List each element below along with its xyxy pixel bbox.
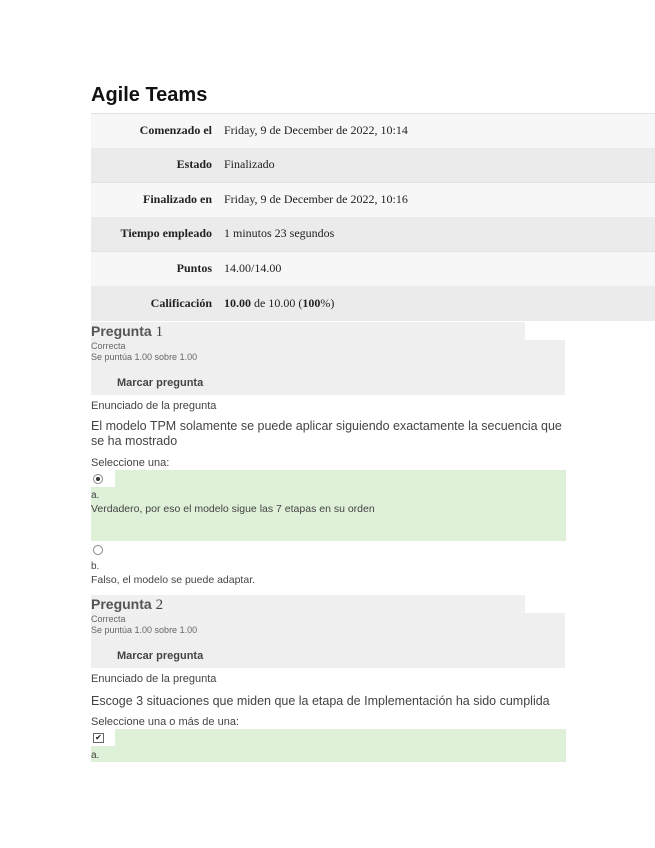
question-number: 2 bbox=[155, 597, 164, 613]
question-1-heading bbox=[91, 322, 525, 340]
summary-value: Friday, 9 de December de 2022, 10:16 bbox=[218, 183, 655, 217]
flag-question-button[interactable]: Marcar pregunta bbox=[117, 650, 204, 662]
summary-row bbox=[91, 114, 655, 148]
option-a-radio[interactable] bbox=[93, 474, 103, 484]
grade-value: 10.00 bbox=[224, 295, 251, 310]
grade-percent-end: %) bbox=[320, 295, 335, 310]
summary-value: Finalizado bbox=[224, 157, 275, 172]
radio-selected-dot bbox=[96, 477, 100, 481]
attempt-summary-table bbox=[91, 113, 655, 321]
question-2-option-a bbox=[91, 729, 566, 762]
question-points: Se puntúa 1.00 sobre 1.00 bbox=[91, 625, 198, 635]
summary-row bbox=[91, 252, 655, 286]
summary-value: 14.00/14.00 bbox=[218, 252, 655, 286]
summary-row bbox=[91, 183, 655, 217]
option-a-letter: a. bbox=[91, 490, 100, 501]
summary-label: Estado bbox=[176, 157, 212, 172]
question-2-prompt: Seleccione una o más de una: bbox=[91, 716, 239, 728]
option-b-letter: b. bbox=[91, 561, 100, 572]
question-2-heading bbox=[91, 595, 525, 613]
question-2-info bbox=[91, 613, 565, 668]
summary-label: Tiempo empleado bbox=[120, 226, 212, 241]
summary-label: Finalizado en bbox=[91, 183, 218, 217]
summary-row bbox=[91, 286, 655, 321]
q2-option-a-letter: a. bbox=[91, 750, 100, 761]
option-b-radio[interactable] bbox=[93, 545, 103, 555]
question-state: Correcta bbox=[91, 341, 126, 351]
question-1-info bbox=[91, 340, 565, 395]
summary-label: Calificación bbox=[150, 295, 212, 310]
summary-value: Friday, 9 de December de 2022, 10:14 bbox=[218, 114, 655, 148]
summary-row bbox=[91, 148, 655, 183]
question-2-text: Escoge 3 situaciones que miden que la etapa de Implementación ha sido cumplida bbox=[91, 694, 550, 708]
summary-label: Comenzado el bbox=[91, 114, 218, 148]
question-1-enunciado: Enunciado de la pregunta bbox=[91, 400, 217, 412]
question-number: 1 bbox=[155, 324, 164, 340]
option-a-text: Verdadero, por eso el modelo sigue las 7 etapas en su orden bbox=[91, 503, 375, 515]
question-points: Se puntúa 1.00 sobre 1.00 bbox=[91, 352, 198, 362]
question-2-enunciado: Enunciado de la pregunta bbox=[91, 673, 217, 685]
summary-value: 1 minutos 23 segundos bbox=[224, 226, 335, 241]
question-1-prompt: Seleccione una: bbox=[91, 457, 170, 469]
question-state: Correcta bbox=[91, 614, 126, 624]
question-1-text: El modelo TPM solamente se puede aplicar siguiendo exactamente la secuencia que se ha mostrado bbox=[91, 419, 562, 448]
option-b-text: Falso, el modelo se puede adaptar. bbox=[91, 574, 256, 586]
summary-row bbox=[91, 217, 655, 252]
summary-value bbox=[218, 286, 655, 321]
grade-of: de 10.00 ( bbox=[251, 295, 303, 310]
page-title: Agile Teams bbox=[91, 84, 208, 106]
grade-percent: 100 bbox=[302, 295, 321, 310]
question-label: Pregunta bbox=[91, 596, 152, 612]
flag-question-button[interactable]: Marcar pregunta bbox=[117, 377, 204, 389]
question-label: Pregunta bbox=[91, 323, 152, 339]
summary-label: Puntos bbox=[91, 252, 218, 286]
option-a-checkbox[interactable]: ✔ bbox=[93, 733, 104, 743]
